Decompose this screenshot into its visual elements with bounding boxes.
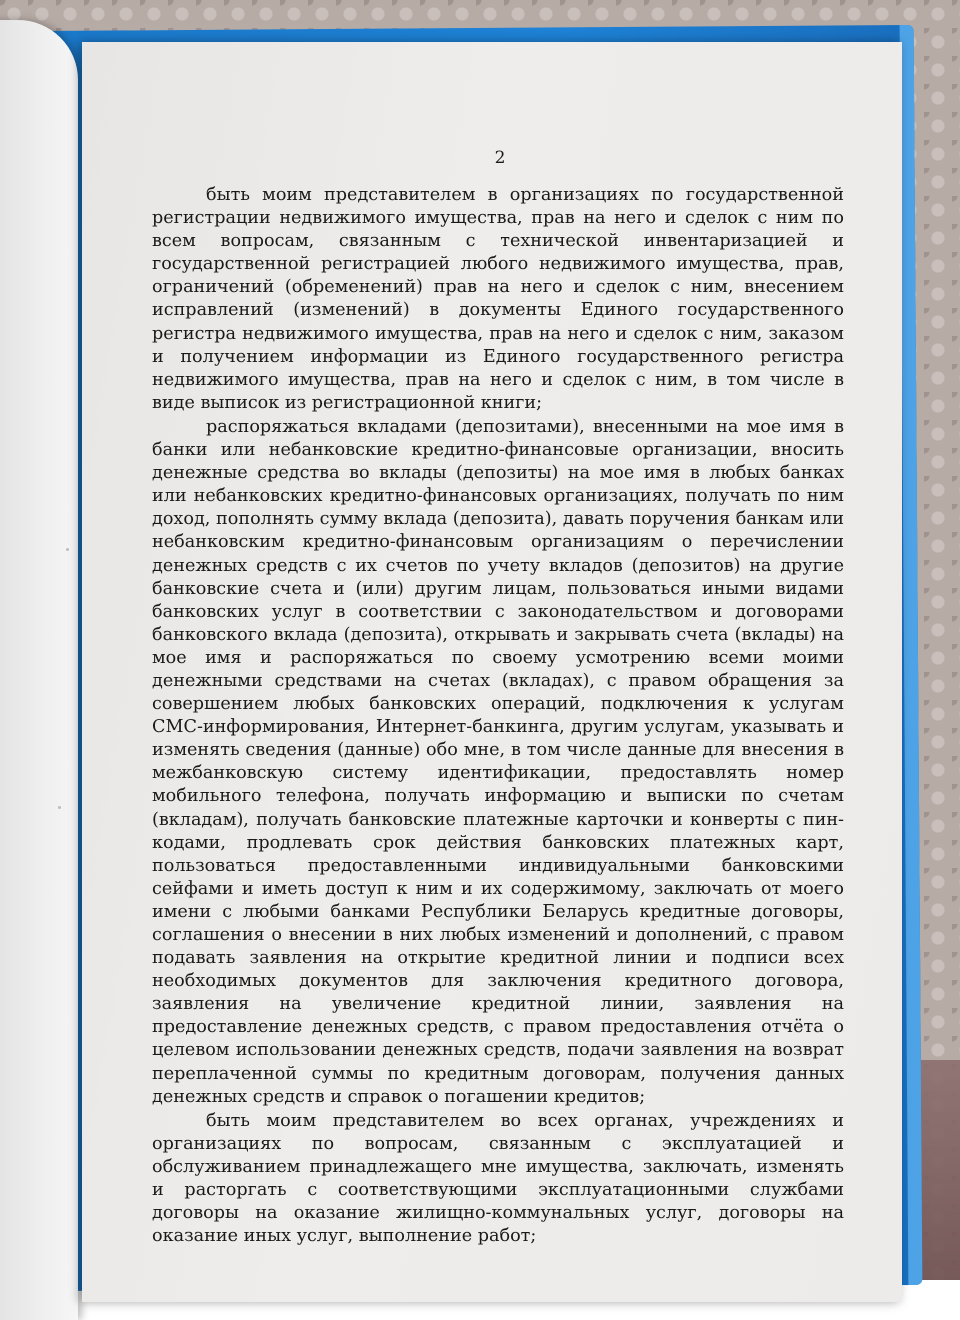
paper-dent bbox=[66, 548, 69, 551]
document-page bbox=[82, 42, 902, 1302]
paragraph-real-estate-registration: быть моим представителем в организациях по государственной регистрации недвижимого имущества, прав на него и сделок с ним по всем вопросам, связанным с технической инвентаризацией и государственной регистрацией любого недвижимого имущества, прав, ограничений (обременений) прав на него и сделок с ним, внесением исправлений (изменений) в документы Единого государственного регистра недвижимого имущества, прав на него и сделок с ним, заказом и получением информации из Единого государственного регистра недвижимого имущества, прав на него и сделок с ним, в том числе в виде выписок из регистрационной книги; bbox=[152, 185, 844, 413]
page-number: 2 bbox=[494, 148, 506, 168]
paragraph-bank-deposits: распоряжаться вкладами (депозитами), внесенными на мое имя в банки или небанковские кредитно-финансовые организации, вносить денежные средства во вклады (депозиты) на мое имя в любых банках или небанковских кредитно-финансовых организациях, получать по ним доход, пополнять сумму вклада (депозита), давать поручения банкам или небанковским кредитно-финансовым организациям о перечислении денежных средств с их счетов по учету вкладов (депозитов) на другие банковские счета и (или) другим лицам, пользоваться иными видами банковских услуг в соответствии с законодательством и договорами банковского вклада (депозита), открывать и закрывать счета (вклады) на мое имя и распоряжаться по своему усмотрению всеми моими денежными средствами на счетах (вкладах), с правом обращения за совершением любых банковских операций, подключения к услугам СМС-информирования, Интернет-банкинга, другим услугам, указывать и изменять сведения (данные) обо мне, в том числе данные для внесения в межбанковскую систему идентификации, предоставлять номер мобильного телефона, получать информацию и выписки по счетам (вкладам), получать банковские платежные карточки и конверты с пин-кодами, продлевать срок действия банковских платежных карт, пользоваться предоставленными индивидуальными банковскими сейфами и иметь доступ к ним и их содержимому, заключать от моего имени с любыми банками Республики Беларусь кредитные договоры, соглашения о внесении в них любых изменений и дополнений, с правом подавать заявления на открытие кредитной линии и подписи всех необходимых документов для заключения кредитного договора, заявления на увеличение кредитной линии, заявления на предоставление денежных средств, с правом предоставления отчёта о целевом использовании денежных средств, подачи заявления на возврат переплаченной суммы по кредитным договорам, получения данных денежных средств и справок о погашении кредитов; bbox=[152, 416, 844, 1107]
paragraph-property-services: быть моим представителем во всех органах, учреждениях и организациях по вопросам, связанным с эксплуатацией и обслуживанием принадлежащего мне имущества, заключать, изменять и расторгать с соответствующими эксплуатационными службами договоры на оказание жилищно-коммунальных услуг, договоры на оказание иных услуг, выполнение работ; bbox=[152, 1110, 844, 1247]
document-body bbox=[152, 184, 844, 1248]
paper-dent bbox=[58, 806, 61, 809]
previous-page-curl bbox=[0, 20, 78, 1320]
